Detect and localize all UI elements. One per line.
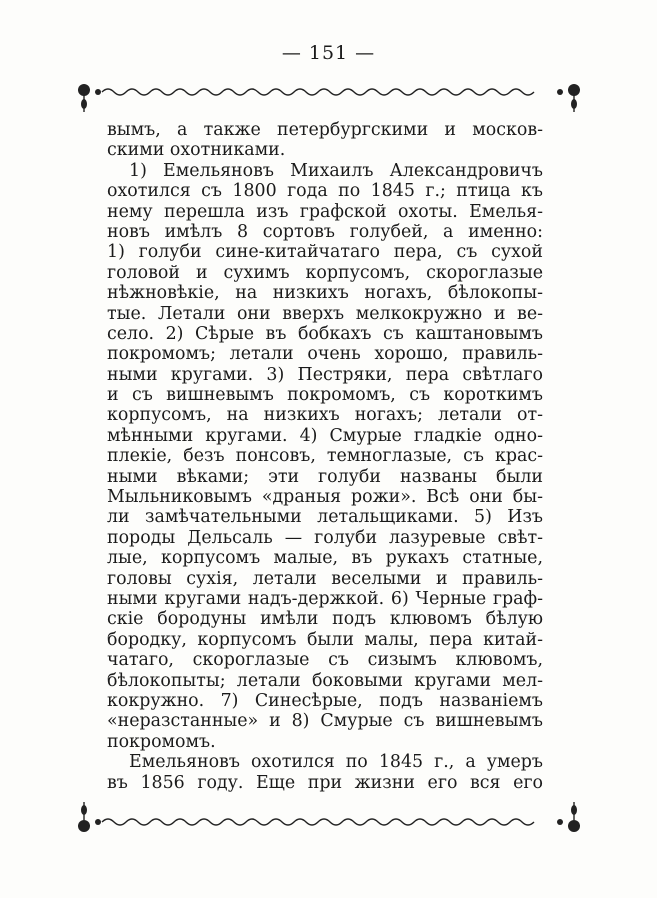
text-line: ными вѣками; эти голуби названы были [107, 466, 543, 487]
text-line: село. 2) Сѣрые въ бобкахъ съ каштановымъ [107, 323, 543, 344]
text-line: скими охотниками. [107, 140, 286, 161]
text-line: покромомъ; летали очень хорошо, правиль- [107, 344, 543, 365]
text-line: корпусомъ, на низкихъ ногахъ; летали от- [107, 405, 543, 426]
text-line: мѣнными кругами. 4) Смурые гладкіе одно- [107, 425, 543, 446]
text-line: головы сухія, летали веселыми и правиль- [107, 568, 543, 589]
bottom-ornament-border [74, 800, 584, 834]
text-line: чатаго, скороглазые съ сизымъ клювомъ, [107, 650, 543, 671]
text-line: породы Дельсаль — голуби лазуревые свѣт- [107, 527, 543, 548]
text-line: головой и сухимъ корпусомъ, скороглазые [107, 262, 543, 283]
text-line: лые, корпусомъ малые, въ рукахъ статные, [107, 548, 543, 569]
text-line: ными кругами надъ-держкой. 6) Черные граф- [107, 588, 543, 609]
text-line: покромомъ. [107, 731, 216, 752]
text-line: бородку, корпусомъ были малы, пера китай- [107, 629, 543, 650]
text-line: скіе бородуны имѣли подъ клювомъ бѣлую [107, 609, 543, 630]
text-line: нему перешла изъ графской охоты. Емелья- [107, 201, 543, 222]
text-line: бѣлокопыты; летали боковыми кругами мел- [107, 670, 543, 691]
text-line: тые. Летали они вверхъ мелкокружно и ве- [107, 303, 543, 324]
page-number: — 151 — [281, 42, 376, 64]
text-line: нѣжновѣкіе, на низкихъ ногахъ, бѣлокопы- [107, 283, 543, 304]
text-line: ными кругами. 3) Пестряки, пера свѣтлаго [107, 364, 543, 385]
text-line: Мыльниковымъ «драныя рожи». Всѣ они бы- [107, 487, 543, 508]
text-line: 1) голуби сине-китайчатаго пера, съ сухой [107, 242, 543, 263]
text-line: Емельяновъ охотился по 1845 г., а умеръ [129, 752, 543, 773]
body-text [107, 120, 543, 793]
text-line: охотился съ 1800 года по 1845 г.; птица къ [107, 181, 543, 202]
text-line: 1) Емельяновъ Михаилъ Александровичъ [129, 160, 543, 181]
text-line: вымъ, а также петербургскими и москов- [107, 120, 543, 140]
text-line: плекіе, безъ понсовъ, темноглазые, съ крас- [107, 446, 543, 467]
text-line: и съ вишневымъ покромомъ, съ короткимъ [107, 385, 543, 406]
text-line: новъ имѣлъ 8 сортовъ голубей, а именно: [107, 221, 543, 242]
top-ornament-border [74, 80, 584, 114]
text-line: ли замѣчательными летальщиками. 5) Изъ [107, 507, 543, 528]
text-line: кокружно. 7) Синесѣрые, подъ названіемъ [107, 690, 543, 711]
text-line: «неразстанные» и 8) Смурые съ вишневымъ [107, 711, 543, 732]
text-line: въ 1856 году. Еще при жизни его вся его [107, 772, 543, 793]
